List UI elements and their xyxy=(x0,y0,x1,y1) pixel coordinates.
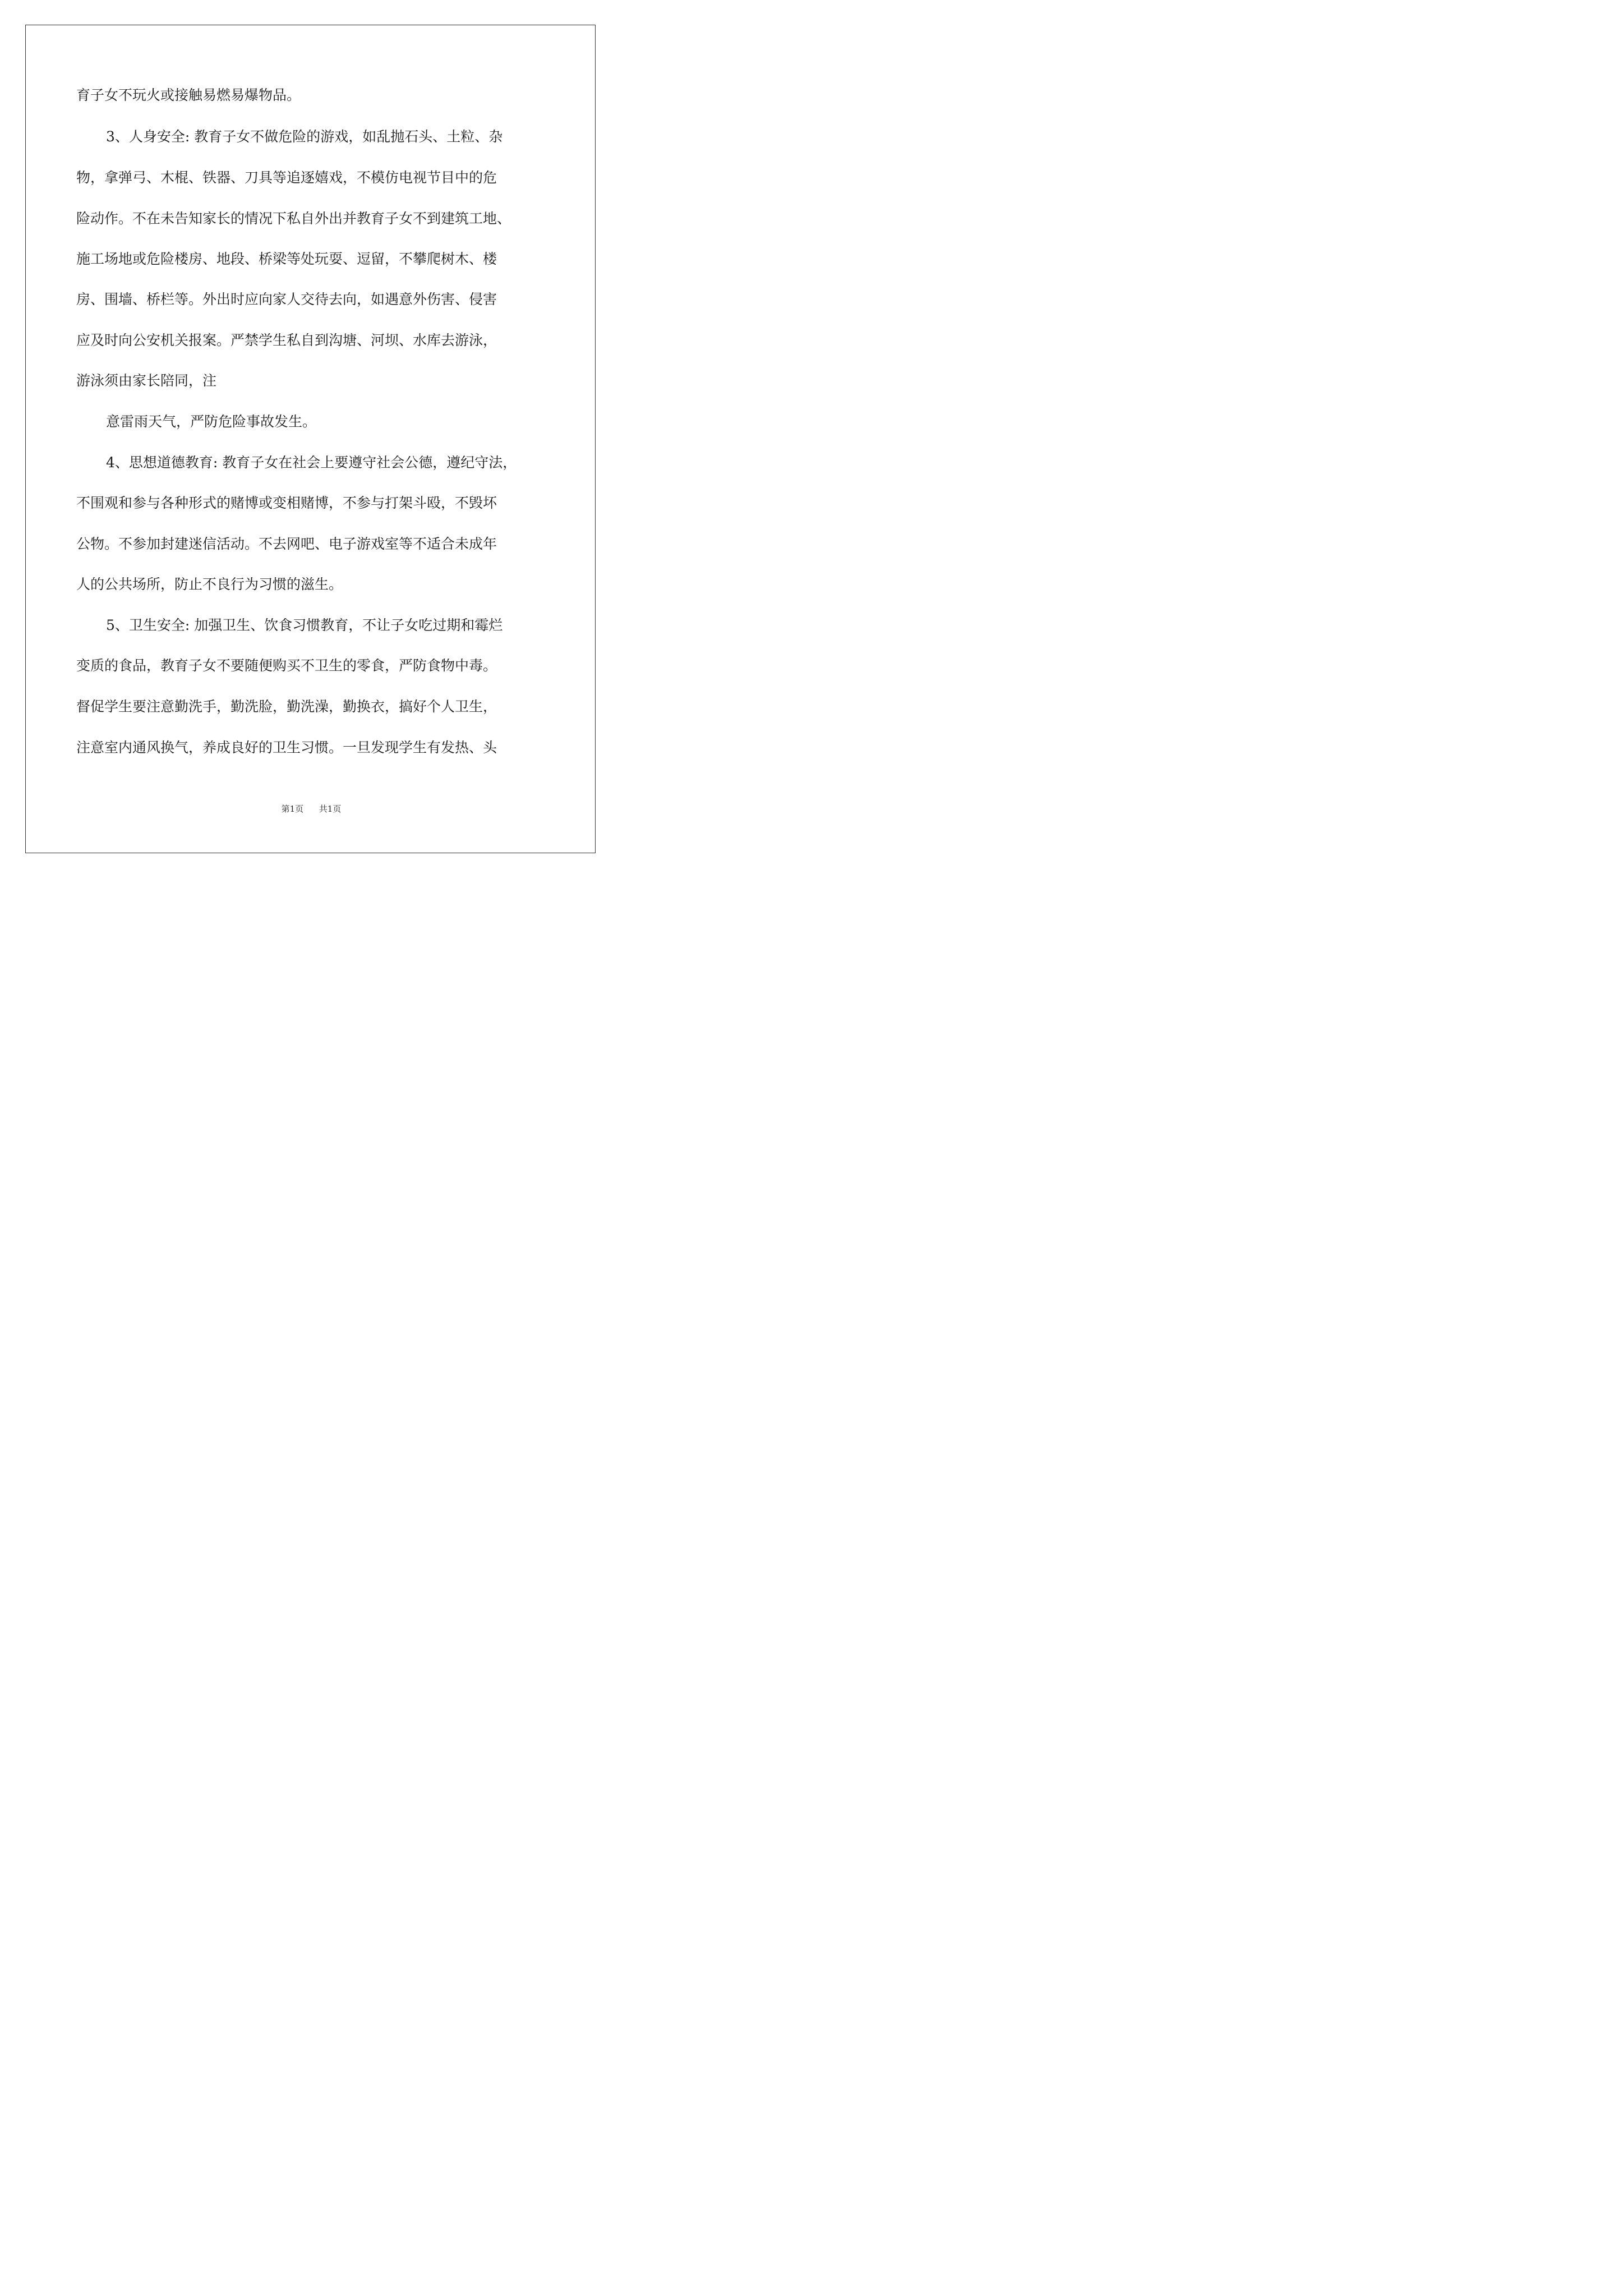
text-line: 物，拿弹弓、木棍、铁器、刀具等追逐嬉戏，不模仿电视节目中的危 xyxy=(76,169,497,186)
page-number: 第1页 xyxy=(281,804,304,814)
text-line: 变质的食品，教育子女不要随便购买不卫生的零食，严防食物中毒。 xyxy=(76,657,497,674)
text-line: 5、卫生安全: 加强卫生、饮食习惯教育，不让子女吃过期和霉烂 xyxy=(106,617,503,633)
text-line: 应及时向公安机关报案。严禁学生私自到沟塘、河坝、水库去游泳， xyxy=(76,332,497,348)
text-line: 不围观和参与各种形式的赌博或变相赌博，不参与打架斗殴，不毁坏 xyxy=(76,495,497,511)
text-line: 险动作。不在未告知家长的情况下私自外出并教育子女不到建筑工地、 xyxy=(76,210,511,227)
page-footer xyxy=(0,803,623,815)
text-line: 育子女不玩火或接触易燃易爆物品。 xyxy=(76,87,301,103)
text-line: 意雷雨天气，严防危险事故发生。 xyxy=(106,413,317,430)
text-line: 督促学生要注意勤洗手，勤洗脸，勤洗澡，勤换衣，搞好个人卫生， xyxy=(76,698,497,715)
text-line: 4、思想道德教育: 教育子女在社会上要遵守社会公德，遵纪守法， xyxy=(106,454,517,471)
text-line: 施工场地或危险楼房、地段、桥梁等处玩耍、逗留，不攀爬树木、楼 xyxy=(76,251,497,267)
text-line: 3、人身安全: 教育子女不做危险的游戏，如乱抛石头、土粒、杂 xyxy=(106,128,503,145)
text-line: 公物。不参加封建迷信活动。不去网吧、电子游戏室等不适合未成年 xyxy=(76,536,497,552)
page-total: 共1页 xyxy=(319,804,342,814)
page-border xyxy=(25,25,596,853)
text-line: 注意室内通风换气，养成良好的卫生习惯。一旦发现学生有发热、头 xyxy=(76,739,497,756)
text-line: 房、围墙、桥栏等。外出时应向家人交待去向，如遇意外伤害、侵害 xyxy=(76,291,497,307)
text-line: 人的公共场所，防止不良行为习惯的滋生。 xyxy=(76,576,343,592)
text-line: 游泳须由家长陪同，注 xyxy=(76,372,217,389)
